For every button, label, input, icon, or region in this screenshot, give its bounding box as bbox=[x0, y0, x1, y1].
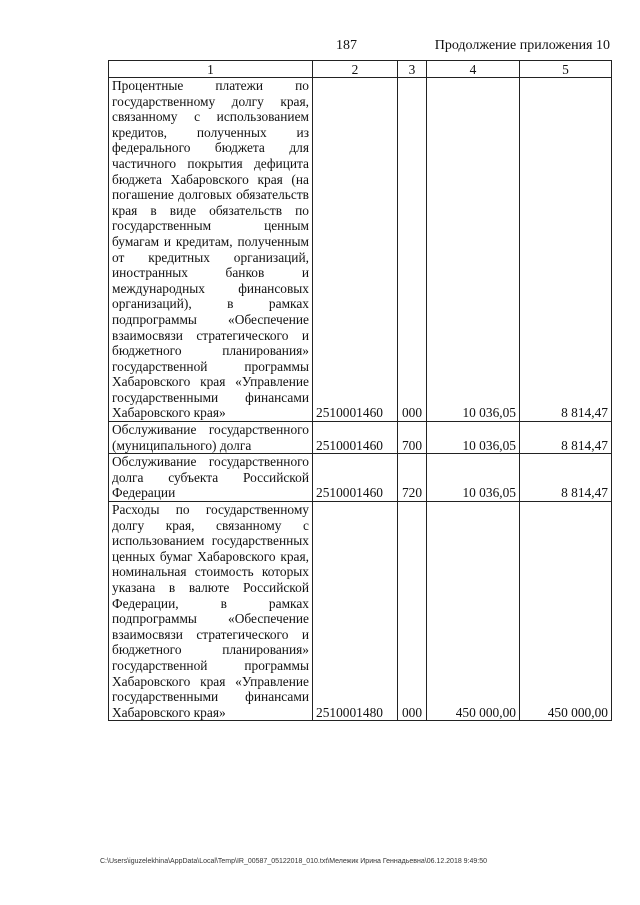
table-row bbox=[109, 454, 612, 502]
file-path-footer: C:\Users\iguzelekhina\AppData\Local\Temp\IR_00587_05122018_010.txt\Мележик Ирина Геннадьевна\06.12.2018 9:49:50 bbox=[100, 858, 488, 865]
column-header: 4 bbox=[427, 61, 520, 78]
row-code: 2510001480 bbox=[313, 502, 398, 721]
row-code: 2510001460 bbox=[313, 454, 398, 502]
row-value-2: 8 814,47 bbox=[520, 78, 612, 422]
row-type: 000 bbox=[398, 78, 427, 422]
row-code: 2510001460 bbox=[313, 78, 398, 422]
row-type: 700 bbox=[398, 422, 427, 454]
column-header: 2 bbox=[313, 61, 398, 78]
column-header: 3 bbox=[398, 61, 427, 78]
row-value-2: 450 000,00 bbox=[520, 502, 612, 721]
table-row bbox=[109, 502, 612, 721]
row-description: Расходы по государственному долгу края, связанному с использованием государственных ценных бумаг Хабаровского края, номинальная стоимость которых указана в валюте Российской Федерации, в рамках подпрограммы «Обеспечение взаимосвязи стратегического и бюджетного планирования» государственной программы Хабаровского края «Управление государственными финансами Хабаровского края» bbox=[109, 502, 313, 721]
row-type: 720 bbox=[398, 454, 427, 502]
row-description: Обслуживание государственного долга субъекта Российской Федерации bbox=[109, 454, 313, 502]
budget-table bbox=[108, 60, 612, 721]
table-row bbox=[109, 78, 612, 422]
row-type: 000 bbox=[398, 502, 427, 721]
page-number: 187 bbox=[336, 38, 357, 53]
row-code: 2510001460 bbox=[313, 422, 398, 454]
row-value-2: 8 814,47 bbox=[520, 422, 612, 454]
row-value-1: 10 036,05 bbox=[427, 454, 520, 502]
table-header-row bbox=[109, 61, 612, 78]
table-row bbox=[109, 422, 612, 454]
row-value-1: 10 036,05 bbox=[427, 78, 520, 422]
row-value-2: 8 814,47 bbox=[520, 454, 612, 502]
row-value-1: 450 000,00 bbox=[427, 502, 520, 721]
row-description: Обслуживание государственного (муниципального) долга bbox=[109, 422, 313, 454]
column-header: 1 bbox=[109, 61, 313, 78]
row-value-1: 10 036,05 bbox=[427, 422, 520, 454]
column-header: 5 bbox=[520, 61, 612, 78]
row-description: Процентные платежи по государственному долгу края, связанному с использованием кредитов, полученных из федерального бюджета для частичного покрытия дефицита бюджета Хабаровского края (на погашение долговых обязательств края в виде обязательств по государственным ценным бумагам и кредитам, полученным от кредитных организаций, иностранных банков и международных финансовых организаций), в рамках подпрограммы «Обеспечение взаимосвязи стратегического и бюджетного планирования» государственной программы Хабаровского края «Управление государственными финансами Хабаровского края» bbox=[109, 78, 313, 422]
appendix-label: Продолжение приложения 10 bbox=[434, 38, 610, 53]
